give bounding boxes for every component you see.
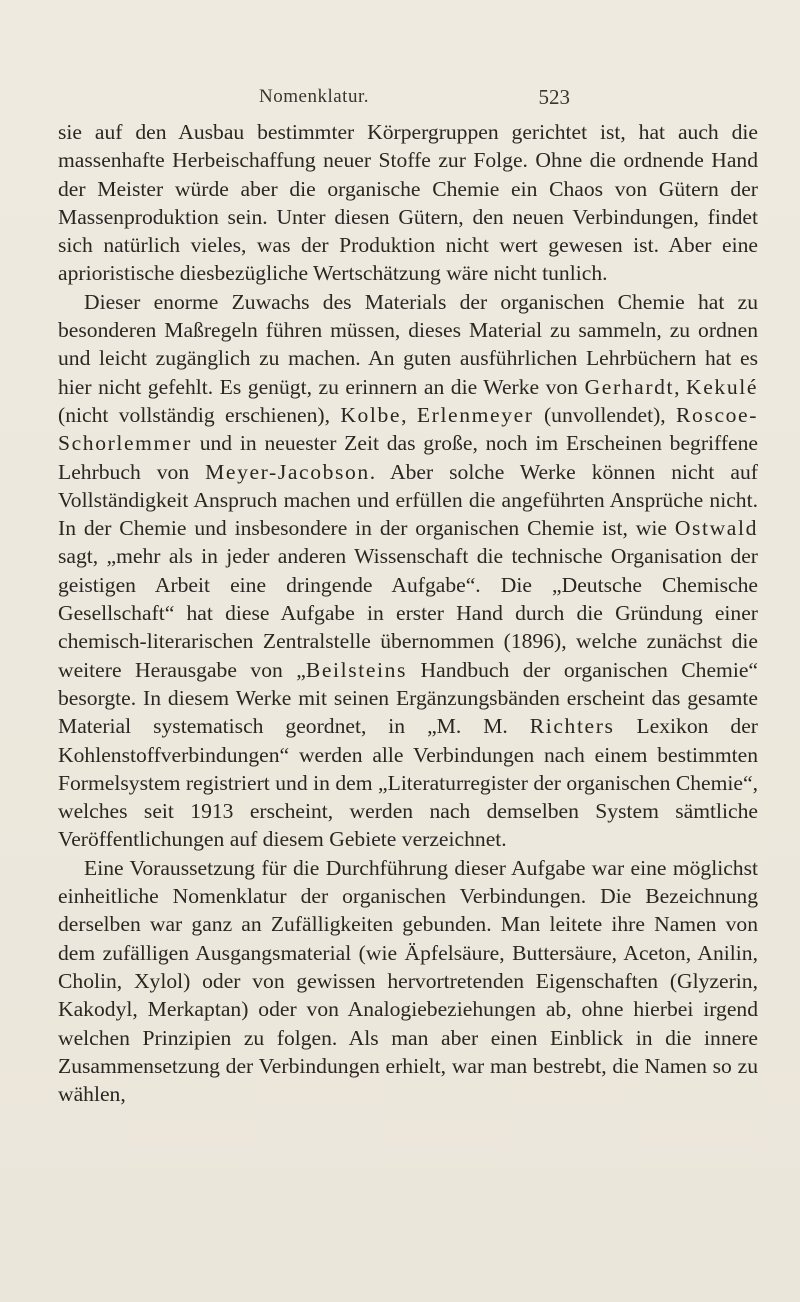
spaced-name: Kekulé xyxy=(686,374,759,399)
text-segment: (nicht vollständig erschienen), xyxy=(58,402,341,427)
spaced-name: Beilsteins xyxy=(305,657,408,682)
spaced-name: Erlenmeyer xyxy=(416,402,534,427)
text-segment: , xyxy=(674,374,687,399)
text-segment: (unvollendet), xyxy=(533,402,677,427)
text-segment: Lexikon der Kohlenstoffverbindungen“ werden alle Verbindungen nach einem bestimmten Formelsystem registriert und in dem „Literaturregister der organischen Chemie“, welches seit 1913 erscheint, werden nach demselben System sämtliche Veröffentlichungen auf diesem Gebiete verzeichnet. xyxy=(58,714,758,852)
spaced-name: Kolbe xyxy=(340,402,402,427)
paragraph-continuation xyxy=(58,118,758,288)
spaced-name: Roscoe-Schorlemmer xyxy=(58,402,759,456)
spaced-name: Richters xyxy=(529,714,615,739)
spaced-name: Gerhardt xyxy=(584,374,675,399)
text-segment: , xyxy=(401,402,417,427)
text-segment: und in neuester Zeit das große, noch im Erscheinen begriffene Lehrbuch von xyxy=(58,431,758,484)
text-segment: . Aber solche Werke können nicht auf Vollständigkeit Anspruch machen und erfüllen die angeführten Ansprüche nicht. In der Chemie und insbesondere in der organischen Chemie ist, wie xyxy=(58,459,758,541)
text-segment: Handbuch der organischen Chemie“ besorgte. In diesem Werke mit seinen Ergänzungsbänden erscheint das gesamte Material systematisch geordnet, in „M. M. xyxy=(58,657,758,739)
paragraph-nomenclature xyxy=(58,854,758,1109)
text-segment: Eine Voraussetzung für die Durchführung dieser Aufgabe war eine möglichst einheitliche Nomenklatur der organischen Verbindungen. Die Bezeichnung derselben war ganz an Zufälligkeiten gebunden. Man leitete ihre Namen von dem zufälligen Ausgangsmaterial (wie Äpfelsäure, Buttersäure, Aceton, Anilin, Cholin, Xylol) oder von gewissen hervortretenden Eigenschaften (Glyzerin, Kakodyl, Merkaptan) oder von Analogiebeziehungen ab, ohne hierbei irgend welchen Prinzipien zu folgen. Als man aber einen Einblick in die innere Zusammensetzung der Verbindungen erhielt, war man bestrebt, die Namen so zu wählen, xyxy=(58,855,758,1107)
spaced-name: Meyer-Jacobson xyxy=(205,459,370,484)
text-segment: sagt, „mehr als in jeder anderen Wissenschaft die technische Organisation der geistigen Arbeit eine dringende Aufgabe“. Die „Deutsche Chemische Gesellschaft“ hat diese Aufgabe in erster Hand durch die Gründung einer chemisch-literarischen Zentralstelle übernommen (1896), welche zunächst die weitere Herausgabe von „ xyxy=(58,544,758,682)
spaced-name: Ostwald xyxy=(674,516,758,541)
text-segment: sie auf den Ausbau bestimmter Körpergruppen gerichtet ist, hat auch die massenhafte Herbeischaffung neuer Stoffe zur Folge. Ohne die ordnende Hand der Meister würde aber die organische Chemie ein Chaos von Gütern der Massenproduktion sein. Unter diesen Gütern, den neuen Verbindungen, findet sich natürlich vieles, was der Produktion nicht wert gewesen ist. Aber eine aprioristische diesbezügliche Wertschätzung wäre nicht tunlich. xyxy=(58,120,758,286)
running-head: Nomenklatur. xyxy=(259,86,369,107)
page-number: 523 xyxy=(538,85,570,109)
text-segment: Dieser enorme Zuwachs des Materials der organischen Chemie hat zu besonderen Maßregeln führen müssen, dieses Material zu sammeln, zu ordnen und leicht zugänglich zu machen. An guten ausführlichen Lehrbüchern hat es hier nicht gefehlt. Es genügt, zu erinnern an die Werke von xyxy=(58,289,758,399)
paragraph-material-growth xyxy=(58,288,758,854)
body-text xyxy=(58,118,758,1108)
